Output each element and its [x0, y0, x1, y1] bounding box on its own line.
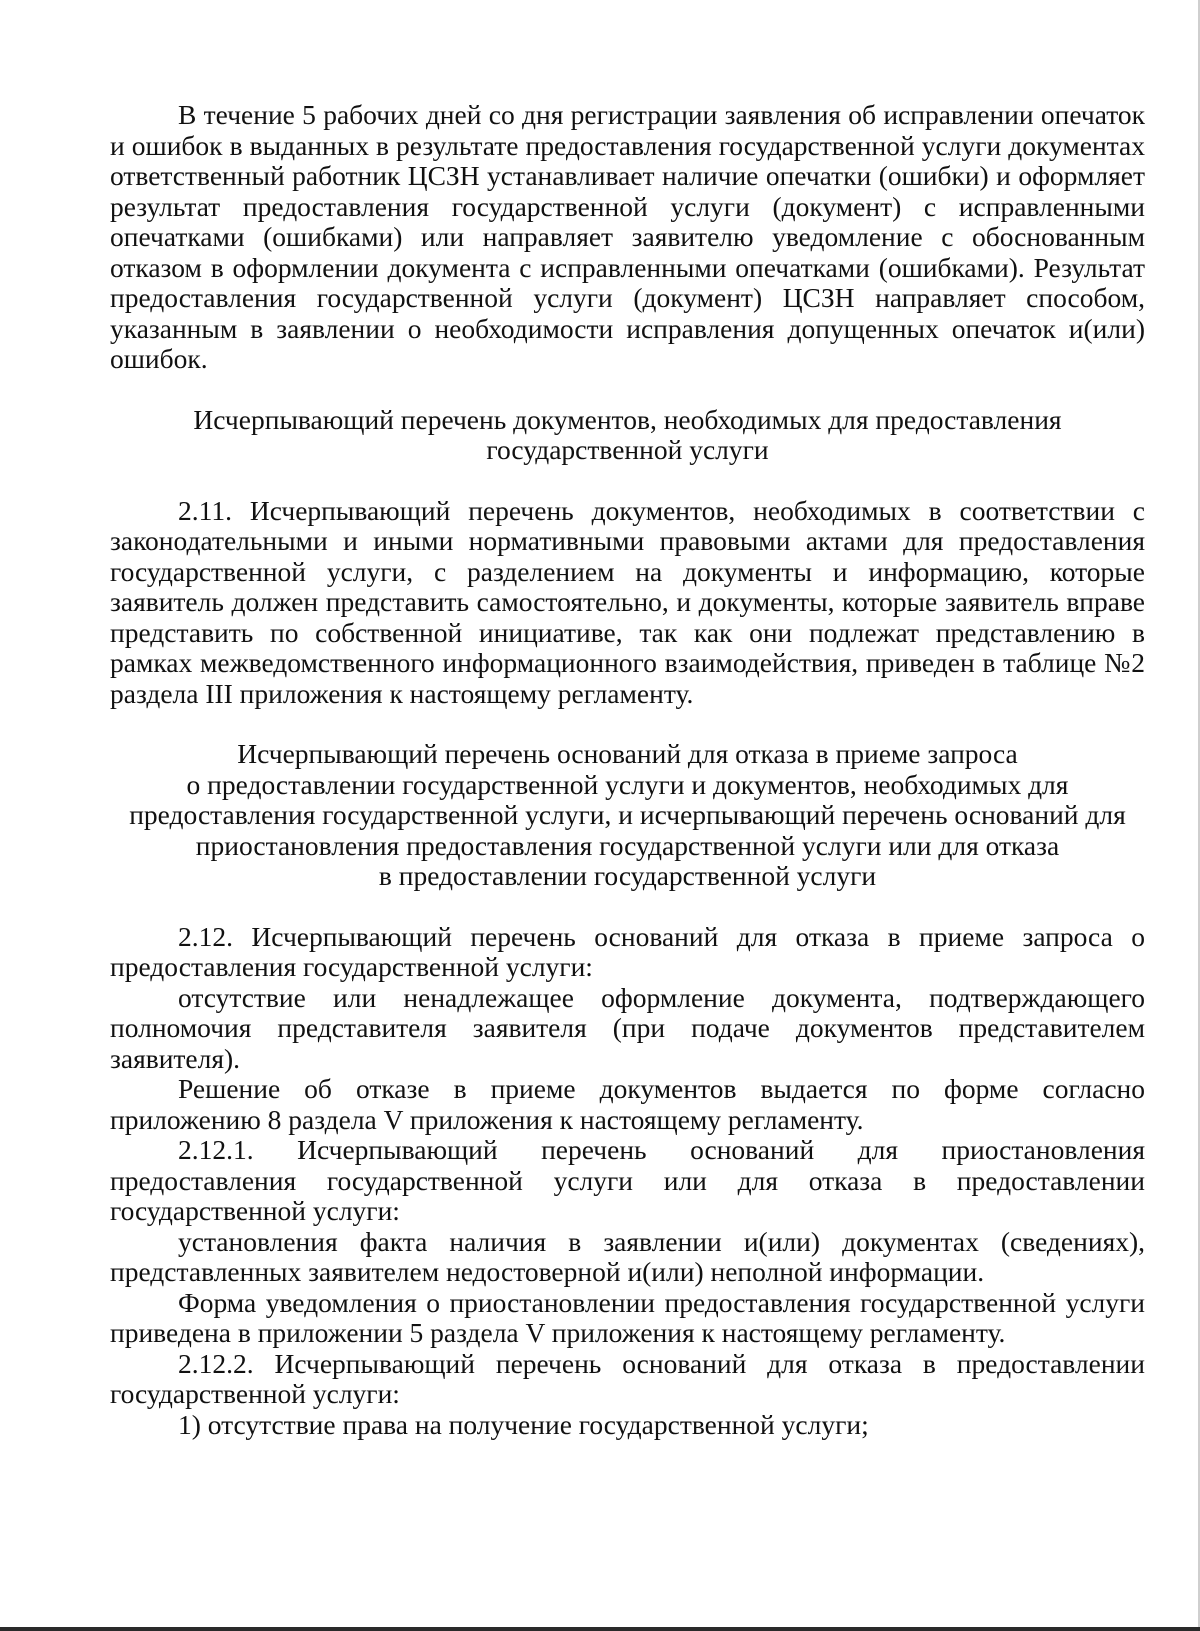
- heading-line: о предоставлении государственной услуги и документов, необходимых для: [186, 768, 1069, 800]
- document-page: [110, 100, 1145, 1440]
- paragraph-typo-correction: В течение 5 рабочих дней со дня регистрации заявления об исправлении опечаток и ошибок в выданных в результате предоставления государственной услуги документах ответственный работник ЦСЗН устанавливает наличие опечатки (ошибки) и оформляет результат предоставления государственной услуги (документ) с исправленными опечатками (ошибками) или направляет заявителю уведомление с обоснованным отказом в оформлении документа с исправленными опечатками (ошибками). Результат предоставления государственной услуги (документ) ЦСЗН направляет способом, указанным в заявлении о необходимости исправления допущенных опечаток и(или) ошибок.: [110, 99, 1145, 374]
- heading-line: Исчерпывающий перечень оснований для отказа в приеме запроса: [237, 738, 1018, 769]
- paragraph-2-11: 2.11. Исчерпывающий перечень документов, необходимых в соответствии с законодательными и иными нормативными правовыми актами для предоставления государственной услуги, с разделением на документы и информацию, которые заявитель должен представить самостоятельно, и документы, которые заявитель вправе представить по собственной инициативе, так как они подлежат представлению в рамках межведомственного информационного взаимодействия, приведен в таблице №2 раздела III приложения к настоящему регламенту.: [110, 494, 1145, 709]
- paragraph-2-12: 2.12. Исчерпывающий перечень оснований для отказа в приеме запроса о предоставления государственной услуги:: [110, 920, 1145, 982]
- heading-refusal-grounds: [110, 739, 1145, 892]
- heading-line: государственной услуги: [486, 434, 769, 465]
- heading-line: предоставления государственной услуги, и исчерпывающий перечень оснований для: [129, 799, 1126, 830]
- paragraph-list-item-1: 1) отсутствие права на получение государственной услуги;: [178, 1408, 869, 1440]
- paragraph-2-12-2: 2.12.2. Исчерпывающий перечень оснований для отказа в предоставлении государственной услуги:: [110, 1347, 1145, 1409]
- heading-line: приостановления предоставления государственной услуги или для отказа: [195, 829, 1060, 861]
- paragraph-suspension-notice: Форма уведомления о приостановлении предоставления государственной услуги приведена в приложении 5 раздела V приложения к настоящему регламенту.: [110, 1286, 1145, 1348]
- heading-documents-list: [110, 405, 1145, 466]
- paragraph-representative-authority: отсутствие или ненадлежащее оформление документа, подтверждающего полномочия представителя заявителя (при подаче документов представителем заявителя).: [110, 981, 1145, 1074]
- scan-edge-bottom: [0, 1627, 1200, 1631]
- heading-line: Исчерпывающий перечень документов, необходимых для предоставления: [193, 403, 1062, 435]
- paragraph-2-12-1: 2.12.1. Исчерпывающий перечень оснований для приостановления предоставления государственной услуги или для отказа в предоставлении государственной услуги:: [110, 1134, 1145, 1226]
- paragraph-refusal-decision: Решение об отказе в приеме документов выдается по форме согласно приложению 8 раздела V приложения к настоящему регламенту.: [110, 1073, 1145, 1135]
- paragraph-false-info: установления факта наличия в заявлении и(или) документах (сведениях), представленных заявителем недостоверной и(или) неполной информации.: [110, 1225, 1145, 1287]
- heading-line: в предоставлении государственной услуги: [378, 860, 877, 891]
